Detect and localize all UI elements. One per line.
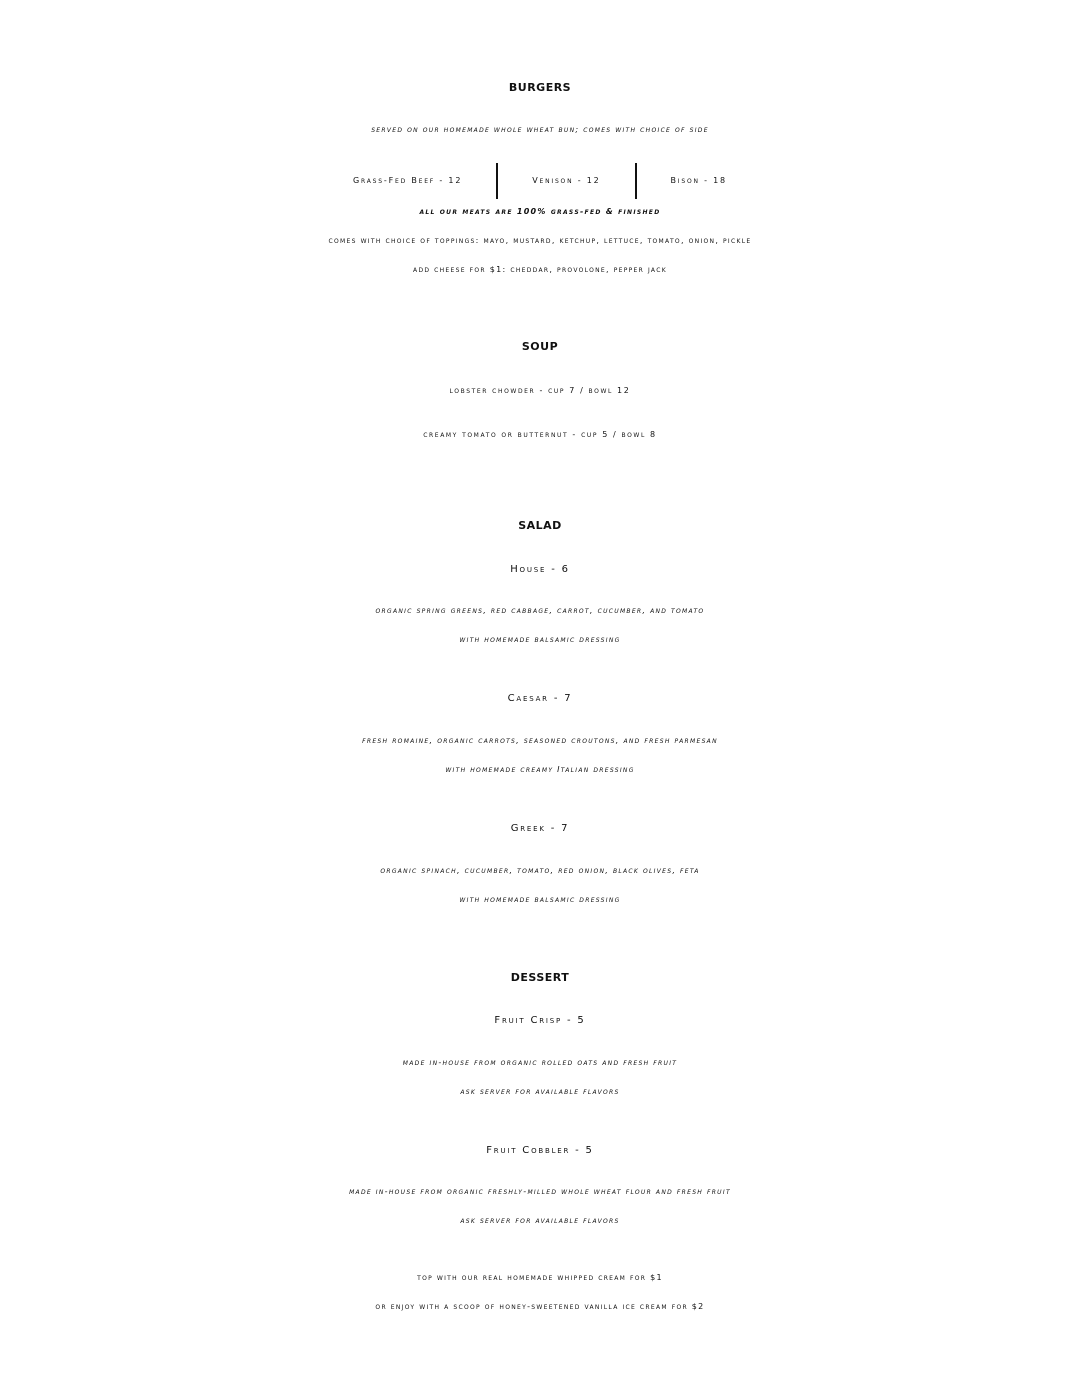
- burger-options-row: [0, 163, 1080, 199]
- burger-option-beef: Grass-Fed Beef - 12: [353, 176, 463, 185]
- divider: [496, 163, 498, 199]
- salad-item-desc: organic spring greens, red cabbage, carrot, cucumber, and tomato: [375, 606, 705, 615]
- salad-item-title: House - 6: [510, 564, 570, 575]
- salad-item-title: Greek - 7: [510, 823, 570, 834]
- cheese-note: add cheese for $1: cheddar, provolone, pepper jack: [413, 265, 667, 274]
- dessert-item-desc: made in-house from organic rolled oats and fresh fruit: [402, 1058, 678, 1067]
- salad-item-title: Caesar - 7: [507, 693, 573, 704]
- dessert-heading: DESSERT: [510, 971, 570, 984]
- dessert-item-desc: ask server for available flavors: [460, 1216, 620, 1225]
- dessert-item-title: Fruit Crisp - 5: [494, 1015, 586, 1026]
- soup-heading: SOUP: [521, 340, 559, 353]
- dessert-item-desc: made in-house from organic freshly-milled whole wheat flour and fresh fruit: [349, 1187, 731, 1196]
- salad-heading: SALAD: [518, 519, 562, 532]
- dessert-topping-note: or enjoy with a scoop of honey-sweetened vanilla ice cream for $2: [375, 1302, 705, 1311]
- salad-item-desc: fresh romaine, organic carrots, seasoned croutons, and fresh parmesan: [362, 736, 718, 745]
- salad-item-desc: with homemade balsamic dressing: [459, 635, 621, 644]
- soup-item: lobster chowder - cup 7 / bowl 12: [449, 386, 631, 395]
- dessert-item-desc: ask server for available flavors: [460, 1087, 620, 1096]
- divider: [635, 163, 637, 199]
- salad-item-desc: with homemade balsamic dressing: [459, 895, 621, 904]
- salad-item-desc: with homemade creamy Italian dressing: [445, 765, 635, 774]
- meat-note: all our meats are 100% grass-fed & finished: [419, 207, 661, 216]
- dessert-item-title: Fruit Cobbler - 5: [486, 1145, 594, 1156]
- burger-option-bison: Bison - 18: [670, 176, 727, 185]
- toppings-note: comes with choice of toppings: mayo, mustard, ketchup, lettuce, tomato, onion, pickle: [328, 236, 752, 245]
- burgers-heading: BURGERS: [508, 81, 572, 94]
- burger-option-venison: Venison - 12: [532, 176, 601, 185]
- salad-item-desc: organic spinach, cucumber, tomato, red onion, black olives, feta: [380, 866, 700, 875]
- burgers-subtitle: served on our homemade whole wheat bun; comes with choice of side: [371, 125, 709, 134]
- dessert-topping-note: top with our real homemade whipped cream for $1: [417, 1273, 663, 1282]
- soup-item: creamy tomato or butternut - cup 5 / bowl 8: [423, 430, 657, 439]
